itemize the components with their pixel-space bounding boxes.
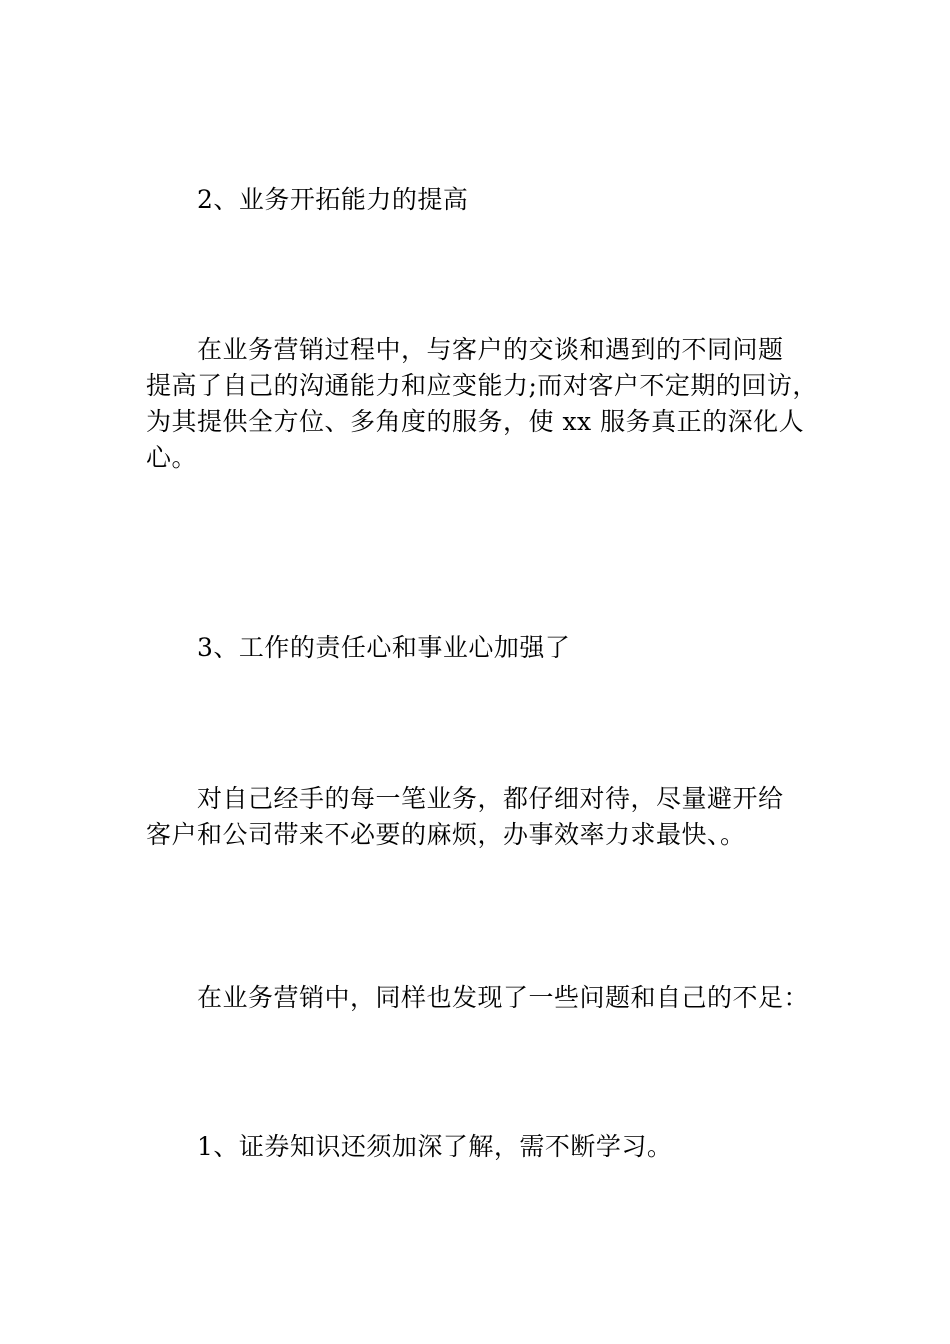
text-line: 1、证券知识还须加深了解，需不断学习。 [197, 1132, 673, 1161]
list-item-securities-knowledge [146, 1129, 830, 1165]
text-line: 3、工作的责任心和事业心加强了 [197, 633, 571, 662]
section-heading-responsibility [146, 630, 830, 666]
text-line: 在业务营销中，同样也发现了一些问题和自己的不足： [197, 983, 810, 1012]
text-line: 心。 [146, 443, 198, 472]
text-line: 2、业务开拓能力的提高 [197, 185, 469, 214]
text-line: 提高了自己的沟通能力和应变能力;而对客户不定期的回访， [146, 371, 818, 400]
text-line: 在业务营销过程中，与客户的交谈和遇到的不同问题 [197, 335, 784, 364]
paragraph-shortcomings-intro [146, 980, 830, 1016]
text-line: 对自己经手的每一笔业务，都仔细对待，尽量避开给 [197, 784, 784, 813]
text-line: 为其提供全方位、多角度的服务，使 xx 服务真正的深化人 [146, 407, 805, 436]
text-line: 客户和公司带来不必要的麻烦，办事效率力求最快、。 [146, 820, 746, 849]
paragraph-careful-handling [146, 781, 830, 853]
paragraph-communication-ability [146, 332, 830, 476]
section-heading-business-development [146, 182, 830, 218]
